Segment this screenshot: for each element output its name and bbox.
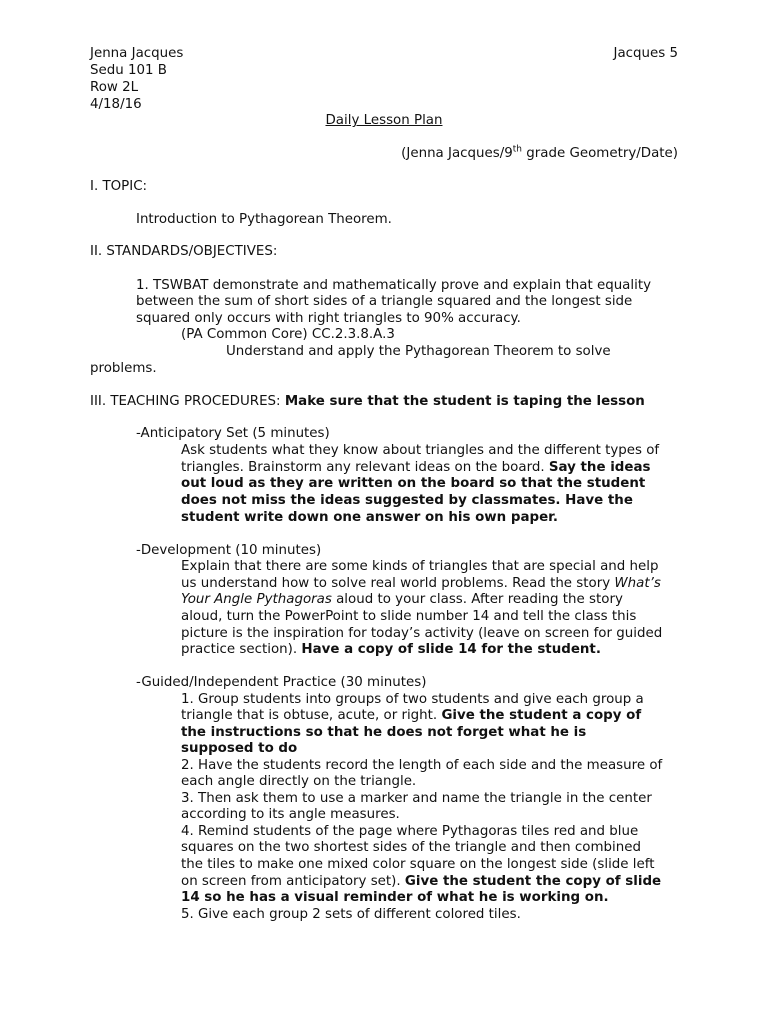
anticipatory-note-line: out loud as they are written on the board so that the student xyxy=(181,476,646,491)
header-date: 4/18/16 xyxy=(90,97,142,112)
development-text: practice section). xyxy=(181,642,302,657)
anticipatory-line xyxy=(181,460,650,477)
anticipatory-note: Say the ideas xyxy=(548,460,651,475)
standards-line: squared only occurs with right triangles to 90% accuracy. xyxy=(136,311,521,326)
development-line: picture is the inspiration for today’s activity (leave on screen for guided xyxy=(181,626,663,641)
anticipatory-text: triangles. Brainstorm any relevant ideas on the board. xyxy=(181,460,549,475)
guided-line: according to its angle measures. xyxy=(181,807,400,822)
course-code: Sedu 101 B xyxy=(90,63,167,78)
page-header-label: Jacques 5 xyxy=(613,46,678,61)
story-title: Your Angle Pythagoras xyxy=(181,592,332,607)
development-line: aloud, turn the PowerPoint to slide number 14 and tell the class this xyxy=(181,609,637,624)
anticipatory-note-line: student write down one answer on his own paper. xyxy=(181,510,558,525)
guided-line: 5. Give each group 2 sets of different colored tiles. xyxy=(181,907,521,922)
guided-line: each angle directly on the triangle. xyxy=(181,774,417,789)
guided-line: 3. Then ask them to use a marker and name the triangle in the center xyxy=(181,791,652,806)
guided-note: Give the student the copy of slide xyxy=(404,874,662,889)
story-title: What’s xyxy=(614,576,661,591)
topic-text: Introduction to Pythagorean Theorem. xyxy=(136,212,392,227)
development-line xyxy=(181,642,601,659)
development-text: us understand how to solve real world problems. Read the story xyxy=(181,576,615,591)
development-title: -Development (10 minutes) xyxy=(136,543,322,558)
anticipatory-line: Ask students what they know about triangles and the different types of xyxy=(181,443,660,458)
anticipatory-note-line: does not miss the ideas suggested by classmates. Have the xyxy=(181,493,633,508)
guided-title: -Guided/Independent Practice (30 minutes) xyxy=(136,675,427,690)
anticipatory-title: -Anticipatory Set (5 minutes) xyxy=(136,426,330,441)
guided-text: on screen from anticipatory set). xyxy=(181,874,405,889)
procedures-heading-text: III. TEACHING PROCEDURES: xyxy=(90,394,285,409)
guided-text: triangle that is obtuse, acute, or right. xyxy=(181,708,442,723)
guided-line: squares on the two shortest sides of the triangle and then combined xyxy=(181,840,641,855)
guided-line: 1. Group students into groups of two students and give each group a xyxy=(181,692,644,707)
guided-line: the tiles to make one mixed color square on the longest side (slide left xyxy=(181,857,655,872)
standards-heading: II. STANDARDS/OBJECTIVES: xyxy=(90,244,278,259)
development-note: Have a copy of slide 14 for the student. xyxy=(301,642,601,657)
development-text: aloud to your class. After reading the story xyxy=(331,592,623,607)
guided-note-line: supposed to do xyxy=(181,741,298,756)
subtitle-post: grade Geometry/Date) xyxy=(522,146,678,161)
procedures-heading-note: Make sure that the student is taping the lesson xyxy=(284,394,645,409)
standards-line: problems. xyxy=(90,361,157,376)
page-subtitle xyxy=(401,146,678,163)
guided-note-line: 14 so he has a visual reminder of what he is working on. xyxy=(181,890,609,905)
guided-line: 2. Have the students record the length of each side and the measure of xyxy=(181,758,663,773)
seat-row: Row 2L xyxy=(90,80,139,95)
standards-line: between the sum of short sides of a triangle squared and the longest side xyxy=(136,294,633,309)
topic-heading: I. TOPIC: xyxy=(90,179,148,194)
standards-line: 1. TSWBAT demonstrate and mathematically prove and explain that equality xyxy=(136,278,652,293)
author-name: Jenna Jacques xyxy=(90,46,184,61)
subtitle-pre: (Jenna Jacques/9 xyxy=(401,146,513,161)
page-title: Daily Lesson Plan xyxy=(325,113,443,128)
guided-note-line: the instructions so that he does not forget what he is xyxy=(181,725,587,740)
standards-code: (PA Common Core) CC.2.3.8.A.3 xyxy=(181,327,395,342)
procedures-heading xyxy=(90,394,645,411)
guided-line xyxy=(181,708,641,725)
development-line xyxy=(181,592,623,609)
standards-line: Understand and apply the Pythagorean Theorem to solve xyxy=(226,344,611,359)
development-line xyxy=(181,576,661,593)
guided-line xyxy=(181,874,661,891)
guided-line: 4. Remind students of the page where Pythagoras tiles red and blue xyxy=(181,824,639,839)
development-line: Explain that there are some kinds of triangles that are special and help xyxy=(181,559,659,574)
subtitle-sup: th xyxy=(512,144,523,155)
guided-note: Give the student a copy of xyxy=(441,708,642,723)
